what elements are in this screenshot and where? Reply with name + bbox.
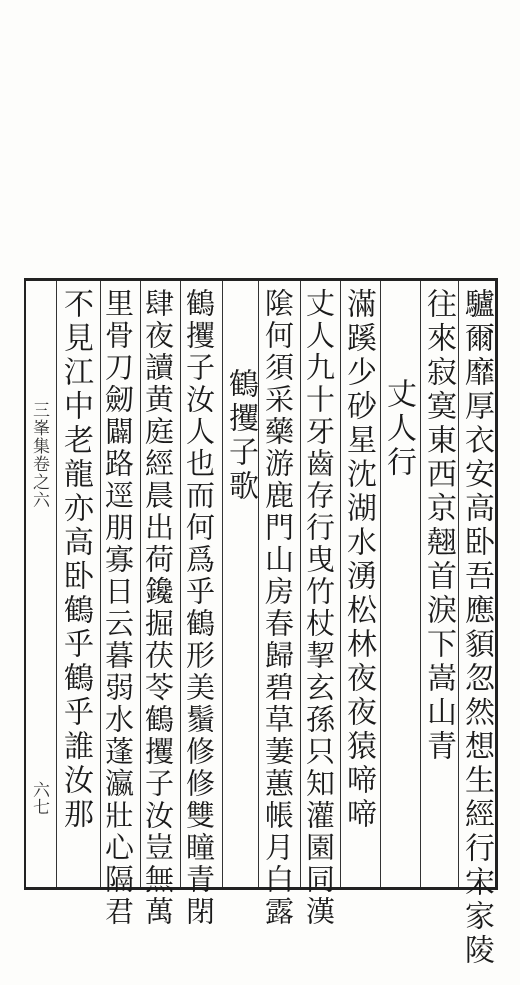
poem-title-zhangren: 丈人行 bbox=[381, 378, 416, 480]
text-column-6: 隂何須采藥游鹿門山房春歸碧草萋蕙帳月白露 bbox=[261, 288, 295, 928]
text-column-10: 里骨刀劒闢路逕朋寡日云暮弱水蓬瀛壯心隔君 bbox=[101, 288, 135, 928]
text-column-5: 丈人九十牙齒存行曳竹杖挈玄孫只知灌園同漢 bbox=[302, 288, 336, 928]
column-rule bbox=[56, 281, 57, 887]
text-column-1: 驢爾靡厚衣安高卧吾應䫉忽然想生經行宋家陵 bbox=[459, 288, 494, 968]
text-column-4: 滿蹊少砂星沈湖水湧松林夜夜猿啼啼 bbox=[341, 288, 376, 832]
poem-title-hejuezi: 鶴攫子歌 bbox=[223, 368, 258, 504]
text-column-9: 肆夜讀黄庭經晨出荷鑱掘茯苓鶴攫子汝豈無萬 bbox=[141, 288, 175, 928]
fold-page-number: 六七 bbox=[29, 781, 49, 815]
fold-strip bbox=[26, 281, 56, 887]
fold-title: 三峯集卷之六 bbox=[29, 401, 49, 509]
text-column-2: 往來寂寞東西京翹首淚下嵩山青 bbox=[421, 288, 456, 764]
text-column-11: 不見江中老龍亦高卧鶴乎鶴乎誰汝那 bbox=[58, 288, 93, 832]
text-column-8: 鶴攫子汝人也而何爲乎鶴形美鬚修修雙瞳青閉 bbox=[182, 288, 216, 928]
column-rule bbox=[180, 281, 181, 887]
column-rule bbox=[380, 281, 381, 887]
column-rule bbox=[258, 281, 259, 887]
column-rule bbox=[300, 281, 301, 887]
